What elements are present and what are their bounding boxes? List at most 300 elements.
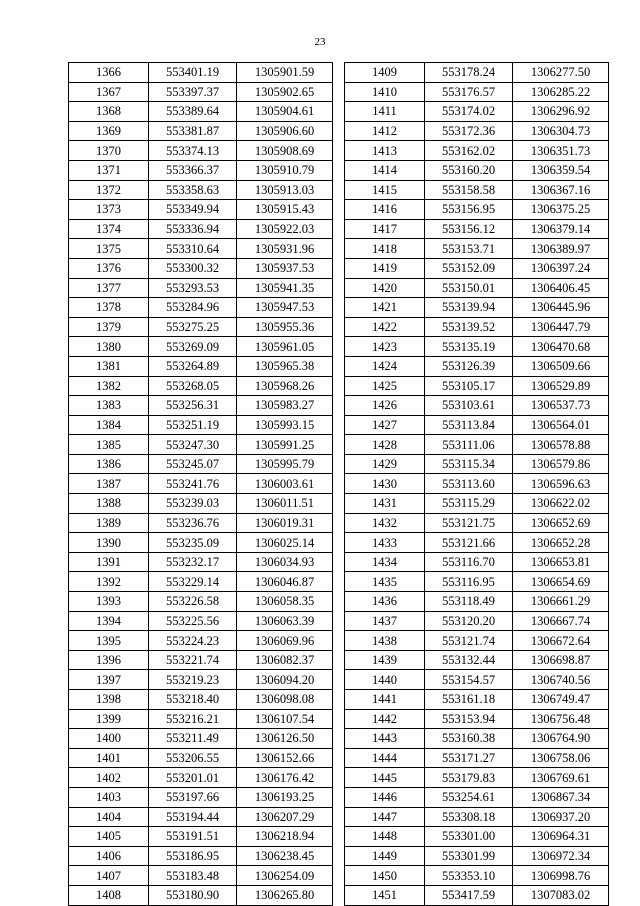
point-number-cell: 1446 [345,787,425,807]
y-coordinate-cell: 1306596.63 [513,474,609,494]
point-number-cell: 1379 [69,317,149,337]
x-coordinate-cell: 553156.95 [425,200,513,220]
point-number-cell: 1366 [69,63,149,83]
x-coordinate-cell: 553154.57 [425,670,513,690]
table-row [69,866,333,886]
table-row [69,121,333,141]
x-coordinate-cell: 553366.37 [149,160,237,180]
x-coordinate-cell: 553241.76 [149,474,237,494]
y-coordinate-cell: 1305937.53 [237,258,333,278]
y-coordinate-cell: 1306265.80 [237,885,333,905]
point-number-cell: 1436 [345,592,425,612]
point-number-cell: 1441 [345,690,425,710]
point-number-cell: 1443 [345,729,425,749]
table-row [345,337,609,357]
table-row [345,768,609,788]
table-row [69,454,333,474]
y-coordinate-cell: 1305904.61 [237,102,333,122]
table-row [345,709,609,729]
point-number-cell: 1423 [345,337,425,357]
point-number-cell: 1377 [69,278,149,298]
y-coordinate-cell: 1306406.45 [513,278,609,298]
x-coordinate-cell: 553162.02 [425,141,513,161]
table-row [345,454,609,474]
x-coordinate-cell: 553176.57 [425,82,513,102]
table-row [345,533,609,553]
table-row [69,278,333,298]
point-number-cell: 1422 [345,317,425,337]
y-coordinate-cell: 1305955.36 [237,317,333,337]
table-row [345,670,609,690]
point-number-cell: 1445 [345,768,425,788]
table-row [69,533,333,553]
table-row [345,160,609,180]
x-coordinate-cell: 553235.09 [149,533,237,553]
x-coordinate-cell: 553219.23 [149,670,237,690]
x-coordinate-cell: 553118.49 [425,592,513,612]
x-coordinate-cell: 553152.09 [425,258,513,278]
table-row [345,827,609,847]
y-coordinate-cell: 1306126.50 [237,729,333,749]
point-number-cell: 1427 [345,415,425,435]
point-number-cell: 1371 [69,160,149,180]
x-coordinate-cell: 553206.55 [149,748,237,768]
y-coordinate-cell: 1306698.87 [513,650,609,670]
point-number-cell: 1403 [69,787,149,807]
y-coordinate-cell: 1306537.73 [513,396,609,416]
x-coordinate-cell: 553245.07 [149,454,237,474]
table-row [69,592,333,612]
table-row [69,807,333,827]
point-number-cell: 1428 [345,435,425,455]
y-coordinate-cell: 1306564.01 [513,415,609,435]
x-coordinate-cell: 553135.19 [425,337,513,357]
table-row [345,415,609,435]
y-coordinate-cell: 1306998.76 [513,866,609,886]
point-number-cell: 1373 [69,200,149,220]
x-coordinate-cell: 553197.66 [149,787,237,807]
y-coordinate-cell: 1306578.88 [513,435,609,455]
x-coordinate-cell: 553132.44 [425,650,513,670]
coordinates-table-right [344,62,609,906]
y-coordinate-cell: 1306351.73 [513,141,609,161]
point-number-cell: 1440 [345,670,425,690]
x-coordinate-cell: 553389.64 [149,102,237,122]
x-coordinate-cell: 553121.66 [425,533,513,553]
point-number-cell: 1438 [345,631,425,651]
y-coordinate-cell: 1306176.42 [237,768,333,788]
point-number-cell: 1398 [69,690,149,710]
y-coordinate-cell: 1306277.50 [513,63,609,83]
point-number-cell: 1404 [69,807,149,827]
point-number-cell: 1396 [69,650,149,670]
point-number-cell: 1429 [345,454,425,474]
y-coordinate-cell: 1305915.43 [237,200,333,220]
table-row [345,572,609,592]
table-row [69,376,333,396]
point-number-cell: 1384 [69,415,149,435]
x-coordinate-cell: 553221.74 [149,650,237,670]
point-number-cell: 1400 [69,729,149,749]
y-coordinate-cell: 1306046.87 [237,572,333,592]
point-number-cell: 1395 [69,631,149,651]
table-row [69,885,333,905]
point-number-cell: 1424 [345,356,425,376]
point-number-cell: 1394 [69,611,149,631]
x-coordinate-cell: 553247.30 [149,435,237,455]
point-number-cell: 1434 [345,552,425,572]
point-number-cell: 1442 [345,709,425,729]
y-coordinate-cell: 1306661.29 [513,592,609,612]
point-number-cell: 1410 [345,82,425,102]
y-coordinate-cell: 1306238.45 [237,846,333,866]
point-number-cell: 1425 [345,376,425,396]
table-row [69,160,333,180]
point-number-cell: 1385 [69,435,149,455]
point-number-cell: 1451 [345,885,425,905]
table-row [69,298,333,318]
table-row [69,709,333,729]
x-coordinate-cell: 553156.12 [425,219,513,239]
point-number-cell: 1415 [345,180,425,200]
table-row [69,827,333,847]
table-row [345,748,609,768]
y-coordinate-cell: 1305913.03 [237,180,333,200]
point-number-cell: 1387 [69,474,149,494]
y-coordinate-cell: 1306296.92 [513,102,609,122]
point-number-cell: 1405 [69,827,149,847]
y-coordinate-cell: 1306867.34 [513,787,609,807]
x-coordinate-cell: 553153.94 [425,709,513,729]
table-row [345,121,609,141]
x-coordinate-cell: 553201.01 [149,768,237,788]
x-coordinate-cell: 553254.61 [425,787,513,807]
x-coordinate-cell: 553353.10 [425,866,513,886]
point-number-cell: 1368 [69,102,149,122]
point-number-cell: 1401 [69,748,149,768]
y-coordinate-cell: 1306652.28 [513,533,609,553]
y-coordinate-cell: 1306375.25 [513,200,609,220]
point-number-cell: 1374 [69,219,149,239]
point-number-cell: 1375 [69,239,149,259]
point-number-cell: 1420 [345,278,425,298]
y-coordinate-cell: 1306764.90 [513,729,609,749]
y-coordinate-cell: 1306152.66 [237,748,333,768]
table-row [345,376,609,396]
y-coordinate-cell: 1306964.31 [513,827,609,847]
table-row [345,650,609,670]
y-coordinate-cell: 1305965.38 [237,356,333,376]
x-coordinate-cell: 553180.90 [149,885,237,905]
point-number-cell: 1367 [69,82,149,102]
x-coordinate-cell: 553161.18 [425,690,513,710]
table-row [69,748,333,768]
point-number-cell: 1409 [345,63,425,83]
x-coordinate-cell: 553191.51 [149,827,237,847]
y-coordinate-cell: 1306379.14 [513,219,609,239]
y-coordinate-cell: 1306359.54 [513,160,609,180]
y-coordinate-cell: 1306003.61 [237,474,333,494]
table-row [345,298,609,318]
x-coordinate-cell: 553226.58 [149,592,237,612]
table-row [345,435,609,455]
x-coordinate-cell: 553116.95 [425,572,513,592]
y-coordinate-cell: 1306653.81 [513,552,609,572]
y-coordinate-cell: 1306749.47 [513,690,609,710]
table-row [345,787,609,807]
point-number-cell: 1448 [345,827,425,847]
y-coordinate-cell: 1306063.39 [237,611,333,631]
y-coordinate-cell: 1306654.69 [513,572,609,592]
point-number-cell: 1392 [69,572,149,592]
table-row [345,239,609,259]
x-coordinate-cell: 553218.40 [149,690,237,710]
y-coordinate-cell: 1306058.35 [237,592,333,612]
point-number-cell: 1391 [69,552,149,572]
x-coordinate-cell: 553139.94 [425,298,513,318]
y-coordinate-cell: 1306470.68 [513,337,609,357]
table-row [345,690,609,710]
point-number-cell: 1431 [345,494,425,514]
y-coordinate-cell: 1305902.65 [237,82,333,102]
y-coordinate-cell: 1305947.53 [237,298,333,318]
table-row [345,141,609,161]
table-row [345,807,609,827]
y-coordinate-cell: 1306756.48 [513,709,609,729]
table-row [69,552,333,572]
table-row [345,82,609,102]
point-number-cell: 1389 [69,513,149,533]
point-number-cell: 1426 [345,396,425,416]
point-number-cell: 1435 [345,572,425,592]
y-coordinate-cell: 1306107.54 [237,709,333,729]
y-coordinate-cell: 1306652.69 [513,513,609,533]
y-coordinate-cell: 1306304.73 [513,121,609,141]
y-coordinate-cell: 1306740.56 [513,670,609,690]
y-coordinate-cell: 1305931.96 [237,239,333,259]
x-coordinate-cell: 553417.59 [425,885,513,905]
point-number-cell: 1413 [345,141,425,161]
x-coordinate-cell: 553153.71 [425,239,513,259]
y-coordinate-cell: 1305910.79 [237,160,333,180]
y-coordinate-cell: 1305995.79 [237,454,333,474]
point-number-cell: 1370 [69,141,149,161]
y-coordinate-cell: 1306579.86 [513,454,609,474]
table-row [345,102,609,122]
table-row [69,572,333,592]
table-row [69,631,333,651]
x-coordinate-cell: 553224.23 [149,631,237,651]
table-row [345,396,609,416]
point-number-cell: 1388 [69,494,149,514]
table-row [69,768,333,788]
y-coordinate-cell: 1306367.16 [513,180,609,200]
y-coordinate-cell: 1305968.26 [237,376,333,396]
x-coordinate-cell: 553139.52 [425,317,513,337]
y-coordinate-cell: 1306218.94 [237,827,333,847]
table-row [345,631,609,651]
x-coordinate-cell: 553239.03 [149,494,237,514]
table-row [69,396,333,416]
x-coordinate-cell: 553150.01 [425,278,513,298]
x-coordinate-cell: 553284.96 [149,298,237,318]
x-coordinate-cell: 553301.99 [425,846,513,866]
coordinates-table-left [68,62,333,906]
y-coordinate-cell: 1305993.15 [237,415,333,435]
y-coordinate-cell: 1306285.22 [513,82,609,102]
table-row [69,63,333,83]
point-number-cell: 1378 [69,298,149,318]
y-coordinate-cell: 1306034.93 [237,552,333,572]
point-number-cell: 1417 [345,219,425,239]
table-row [69,337,333,357]
y-coordinate-cell: 1305991.25 [237,435,333,455]
y-coordinate-cell: 1305961.05 [237,337,333,357]
y-coordinate-cell: 1306529.89 [513,376,609,396]
table-row [345,63,609,83]
x-coordinate-cell: 553301.00 [425,827,513,847]
table-row [345,474,609,494]
point-number-cell: 1439 [345,650,425,670]
table-row [345,258,609,278]
y-coordinate-cell: 1306758.06 [513,748,609,768]
point-number-cell: 1421 [345,298,425,318]
point-number-cell: 1418 [345,239,425,259]
table-row [69,650,333,670]
point-number-cell: 1407 [69,866,149,886]
x-coordinate-cell: 553216.21 [149,709,237,729]
table-row [69,513,333,533]
y-coordinate-cell: 1306011.51 [237,494,333,514]
x-coordinate-cell: 553256.31 [149,396,237,416]
point-number-cell: 1390 [69,533,149,553]
y-coordinate-cell: 1306445.96 [513,298,609,318]
x-coordinate-cell: 553349.94 [149,200,237,220]
point-number-cell: 1414 [345,160,425,180]
point-number-cell: 1397 [69,670,149,690]
x-coordinate-cell: 553174.02 [425,102,513,122]
x-coordinate-cell: 553171.27 [425,748,513,768]
table-row [69,611,333,631]
table-row [345,552,609,572]
point-number-cell: 1437 [345,611,425,631]
point-number-cell: 1376 [69,258,149,278]
x-coordinate-cell: 553264.89 [149,356,237,376]
table-row [69,474,333,494]
x-coordinate-cell: 553232.17 [149,552,237,572]
x-coordinate-cell: 553186.95 [149,846,237,866]
y-coordinate-cell: 1305908.69 [237,141,333,161]
y-coordinate-cell: 1306098.08 [237,690,333,710]
x-coordinate-cell: 553113.60 [425,474,513,494]
x-coordinate-cell: 553115.29 [425,494,513,514]
table-row [345,494,609,514]
y-coordinate-cell: 1305922.03 [237,219,333,239]
y-coordinate-cell: 1306389.97 [513,239,609,259]
y-coordinate-cell: 1306254.09 [237,866,333,886]
y-coordinate-cell: 1306207.29 [237,807,333,827]
x-coordinate-cell: 553194.44 [149,807,237,827]
x-coordinate-cell: 553178.24 [425,63,513,83]
table-row [345,200,609,220]
x-coordinate-cell: 553397.37 [149,82,237,102]
x-coordinate-cell: 553225.56 [149,611,237,631]
table-row [345,356,609,376]
table-row [69,415,333,435]
x-coordinate-cell: 553310.64 [149,239,237,259]
x-coordinate-cell: 553160.38 [425,729,513,749]
point-number-cell: 1449 [345,846,425,866]
table-row [69,102,333,122]
y-coordinate-cell: 1306094.20 [237,670,333,690]
table-row [345,278,609,298]
x-coordinate-cell: 553336.94 [149,219,237,239]
table-row [69,356,333,376]
x-coordinate-cell: 553160.20 [425,160,513,180]
y-coordinate-cell: 1306397.24 [513,258,609,278]
point-number-cell: 1419 [345,258,425,278]
y-coordinate-cell: 1305941.35 [237,278,333,298]
y-coordinate-cell: 1306019.31 [237,513,333,533]
table-row [345,219,609,239]
x-coordinate-cell: 553126.39 [425,356,513,376]
y-coordinate-cell: 1306937.20 [513,807,609,827]
table-row [69,729,333,749]
x-coordinate-cell: 553374.13 [149,141,237,161]
table-row [69,200,333,220]
point-number-cell: 1402 [69,768,149,788]
y-coordinate-cell: 1305983.27 [237,396,333,416]
point-number-cell: 1450 [345,866,425,886]
y-coordinate-cell: 1306069.96 [237,631,333,651]
page-number: 23 [314,36,326,48]
x-coordinate-cell: 553105.17 [425,376,513,396]
table-row [345,866,609,886]
x-coordinate-cell: 553268.05 [149,376,237,396]
table-row [69,239,333,259]
x-coordinate-cell: 553211.49 [149,729,237,749]
point-number-cell: 1411 [345,102,425,122]
point-number-cell: 1380 [69,337,149,357]
x-coordinate-cell: 553121.74 [425,631,513,651]
table-row [69,258,333,278]
x-coordinate-cell: 553116.70 [425,552,513,572]
table-row [69,317,333,337]
point-number-cell: 1447 [345,807,425,827]
table-row [69,435,333,455]
table-row [69,787,333,807]
y-coordinate-cell: 1306025.14 [237,533,333,553]
x-coordinate-cell: 553236.76 [149,513,237,533]
table-row [345,180,609,200]
y-coordinate-cell: 1306509.66 [513,356,609,376]
y-coordinate-cell: 1307083.02 [513,885,609,905]
table-row [345,611,609,631]
table-row [345,846,609,866]
x-coordinate-cell: 553179.83 [425,768,513,788]
point-number-cell: 1386 [69,454,149,474]
point-number-cell: 1382 [69,376,149,396]
table-row [69,82,333,102]
point-number-cell: 1416 [345,200,425,220]
x-coordinate-cell: 553111.06 [425,435,513,455]
y-coordinate-cell: 1306622.02 [513,494,609,514]
table-row [69,670,333,690]
x-coordinate-cell: 553275.25 [149,317,237,337]
table-row [345,592,609,612]
table-row [345,885,609,905]
point-number-cell: 1430 [345,474,425,494]
